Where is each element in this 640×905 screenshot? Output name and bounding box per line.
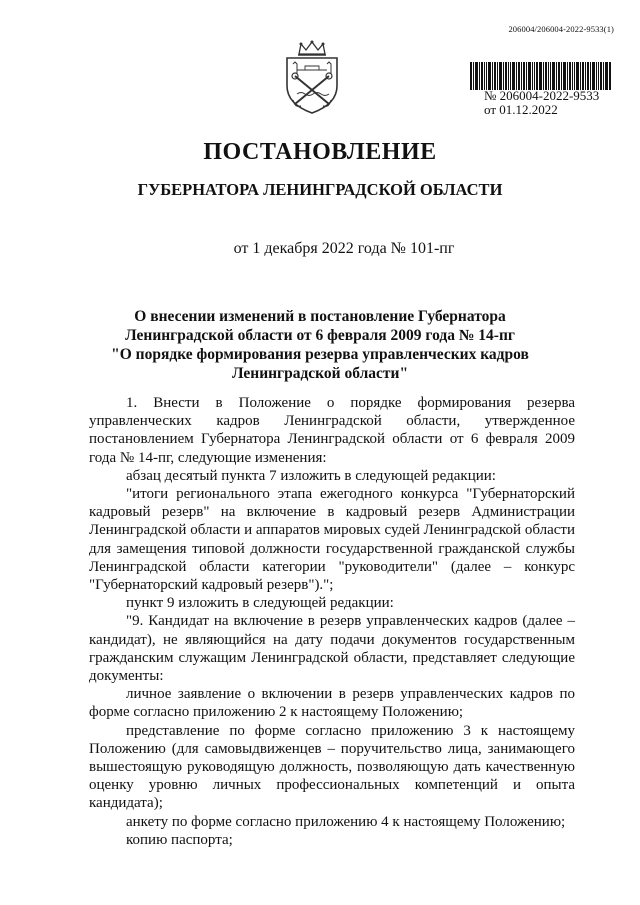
registration-date: от 01.12.2022 [484,102,558,117]
paragraph: абзац десятый пункта 7 изложить в следующей редакции: [126,467,496,484]
document-body [89,394,575,849]
registration-number: № 206004-2022-9533 [484,88,600,103]
document-subtitle: ГУБЕРНАТОРА ЛЕНИНГРАДСКОЙ ОБЛАСТИ [137,180,503,199]
resolution-heading [70,307,570,383]
registration-info [484,89,599,117]
paragraph: личное заявление о включении в резерв управленческих кадров по форме согласно приложению 2 к настоящему Положению; [89,686,575,721]
paragraph: анкету по форме согласно приложению 4 к настоящему Положению; [126,813,566,830]
document-code: 206004/206004-2022-9533(1) [508,24,614,34]
barcode-icon [470,62,611,90]
heading-line: О внесении изменений в постановление Губернатора [134,308,506,325]
document-date: от 1 декабря 2022 года № 101-пг [233,240,455,257]
paragraph: "9. Кандидат на включение в резерв управленческих кадров (далее – кандидат), не являющийся на дату подачи документов государственным гражданским служащим Ленинградской области, представляет следующие документы: [89,613,575,685]
coat-of-arms-icon [281,40,343,116]
paragraph: пункт 9 изложить в следующей редакции: [126,595,394,612]
document-title: ПОСТАНОВЛЕНИЕ [203,139,437,165]
heading-line: "О порядке формирования резерва управленческих кадров [111,346,529,363]
paragraph: копию паспорта; [126,831,233,848]
heading-line: Ленинградской области" [231,365,409,382]
paragraph: "итоги регионального этапа ежегодного конкурса "Губернаторский кадровый резерв" на включение в кадровый резерв Администрации Ленинградской области и аппаратов мировых судей Ленинградской области для замещения типовой должности государственной гражданской службы Ленинградской области категории "руководители" (далее – конкурс "Губернаторский кадровый резерв")."; [89,486,575,594]
paragraph: 1. Внести в Положение о порядке формирования резерва управленческих кадров Ленинградской области, утвержденное постановлением Губернатора Ленинградской области от 6 февраля 2009 года № 14-пг, следующие изменения: [89,395,575,466]
heading-line: Ленинградской области от 6 февраля 2009 года № 14-пг [125,327,515,344]
paragraph: представление по форме согласно приложению 3 к настоящему Положению (для самовыдвиженцев – поручительство лица, занимающего вышестоящую руководящую должность, позволяющую дать качественную оценку уровню личных профессиональных компетенций и опыта кандидата); [89,722,575,812]
